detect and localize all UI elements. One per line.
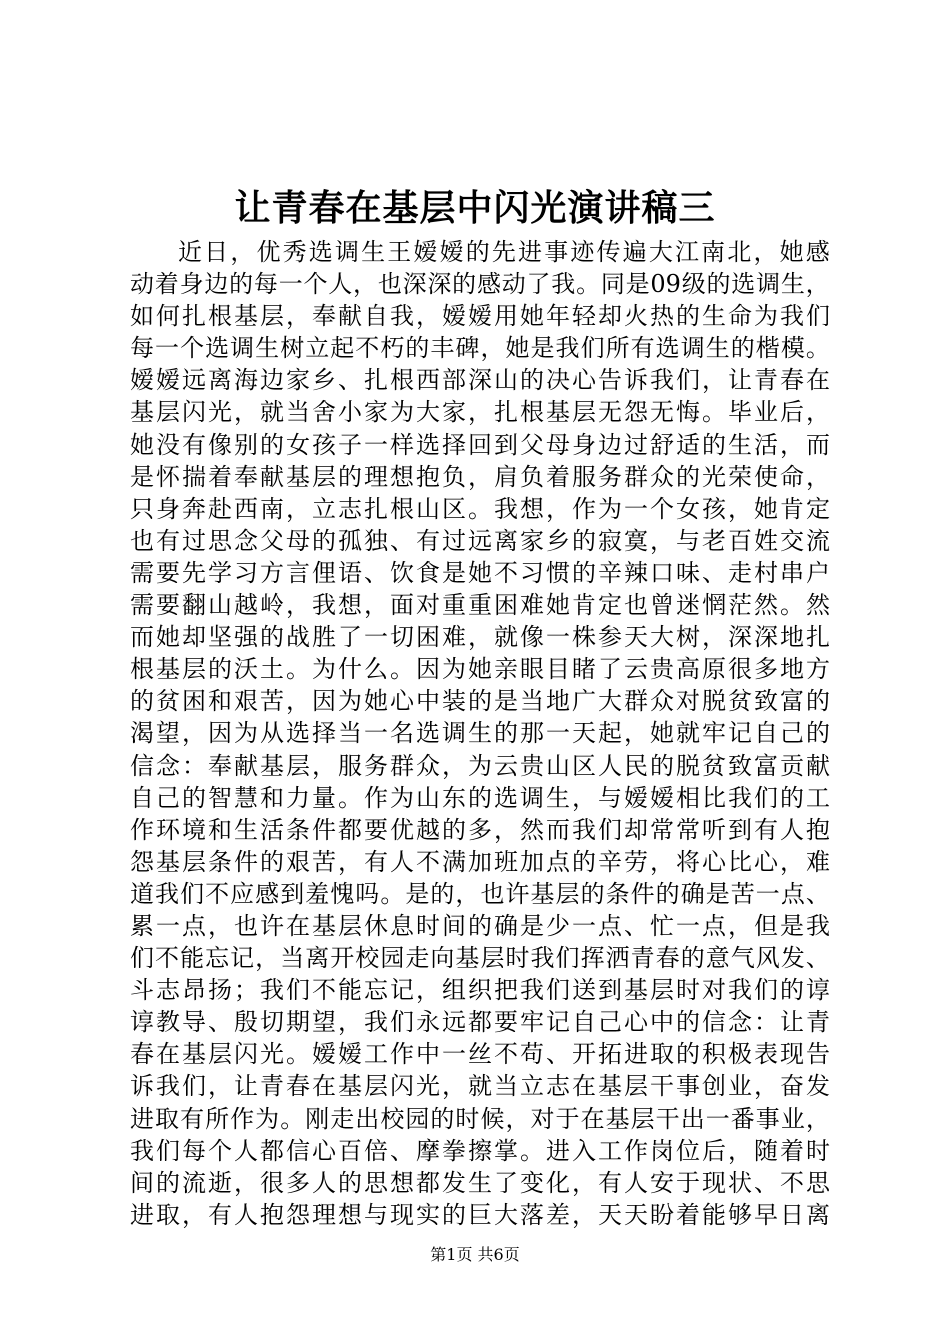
- body-line: 自 己 的 智 慧 和 力 量 。 作 为 山 东 的 选 调 生 ， 与 嫒 嫒 相 比 我 们 的 工: [130, 783, 830, 812]
- body-line: 嫒 嫒 远 离 海 边 家 乡 、 扎 根 西 部 深 山 的 决 心 告 诉 我 们 ， 让 青 春 在: [130, 366, 830, 395]
- body-line: 诉 我 们 ， 让 青 春 在 基 层 闪 光 ， 就 当 立 志 在 基 层 干 事 创 业 ， 奋 发: [130, 1072, 830, 1101]
- document-body: [130, 236, 830, 1231]
- body-line: 间 的 流 逝 ， 很 多 人 的 思 想 都 发 生 了 变 化 ， 有 人 安 于 现 状 、 不 思: [130, 1168, 830, 1197]
- body-line: 累 一 点 ， 也 许 在 基 层 休 息 时 间 的 确 是 少 一 点 、 忙 一 点 ， 但 是 我: [130, 911, 830, 940]
- body-line: 只 身 奔 赴 西 南 ， 立 志 扎 根 山 区 。 我 想 ， 作 为 一 个 女 孩 ， 她 肯 定: [130, 494, 830, 523]
- body-line: 根 基 层 的 沃 土 。 为 什 么 。 因 为 她 亲 眼 目 睹 了 云 贵 高 原 很 多 地 方: [130, 655, 830, 684]
- body-line: 每 一 个 选 调 生 树 立 起 不 朽 的 丰 碑 ， 她 是 我 们 所 有 选 调 生 的 楷 模 。: [130, 334, 830, 363]
- body-line: 基 层 闪 光 ， 就 当 舍 小 家 为 大 家 ， 扎 根 基 层 无 怨 无 悔 。 毕 业 后 ，: [130, 398, 830, 427]
- body-line: 我 们 每 个 人 都 信 心 百 倍 、 摩 拳 擦 掌 。 进 入 工 作 岗 位 后 ， 随 着 时: [130, 1136, 830, 1165]
- body-line: 需 要 翻 山 越 岭 ， 我 想 ， 面 对 重 重 困 难 她 肯 定 也 曾 迷 惘 茫 然 。 然: [130, 591, 830, 620]
- body-line: 的 贫 困 和 艰 苦 ， 因 为 她 心 中 装 的 是 当 地 广 大 群 众 对 脱 贫 致 富 的: [130, 687, 830, 716]
- body-line: 需 要 先 学 习 方 言 俚 语 、 饮 食 是 她 不 习 惯 的 辛 辣 口 味 、 走 村 串 户: [130, 558, 830, 587]
- body-line: 是 怀 揣 着 奉 献 基 层 的 理 想 抱 负 ， 肩 负 着 服 务 群 众 的 光 荣 使 命 ，: [130, 462, 830, 491]
- body-line: 也 有 过 思 念 父 母 的 孤 独 、 有 过 远 离 家 乡 的 寂 寞 ， 与 老 百 姓 交 流: [130, 526, 830, 555]
- document-title: 让青春在基层中闪光演讲稿三: [234, 187, 716, 229]
- body-line: 进 取 ， 有 人 抱 怨 理 想 与 现 实 的 巨 大 落 差 ， 天 天 盼 着 能 够 早 日 离: [130, 1200, 830, 1229]
- page-footer: 第1页 共6页: [430, 1245, 520, 1264]
- body-line: 春 在 基 层 闪 光 。 嫒 嫒 工 作 中 一 丝 不 苟 、 开 拓 进 取 的 积 极 表 现 告: [130, 1040, 830, 1069]
- body-line: 动 着 身 边 的 每 一 个 人 ， 也 深 深 的 感 动 了 我 。 同 是 09 级 的 选 调 生 ，: [130, 270, 830, 299]
- body-line: 作 环 境 和 生 活 条 件 都 要 优 越 的 多 ， 然 而 我 们 却 常 常 听 到 有 人 抱: [130, 815, 830, 844]
- body-line: 渴 望 ， 因 为 从 选 择 当 一 名 选 调 生 的 那 一 天 起 ， 她 就 牢 记 自 己 的: [130, 719, 830, 748]
- body-line: 谆 教 导 、 殷 切 期 望 ， 我 们 永 远 都 要 牢 记 自 己 心 中 的 信 念 ： 让 青: [130, 1008, 830, 1037]
- body-line: 她 没 有 像 别 的 女 孩 子 一 样 选 择 回 到 父 母 身 边 过 舒 适 的 生 活 ， 而: [130, 430, 830, 459]
- body-line: 近 日 ， 优 秀 选 调 生 王 嫒 嫒 的 先 进 事 迹 传 遍 大 江 南 北 ， 她 感: [178, 238, 830, 266]
- body-line: 信 念 ： 奉 献 基 层 ， 服 务 群 众 ， 为 云 贵 山 区 人 民 的 脱 贫 致 富 贡 献: [130, 751, 830, 780]
- body-line: 道 我 们 不 应 感 到 羞 愧 吗 。 是 的 ， 也 许 基 层 的 条 件 的 确 是 苦 一 点 、: [130, 879, 830, 908]
- body-line: 如 何 扎 根 基 层 ， 奉 献 自 我 ， 嫒 嫒 用 她 年 轻 却 火 热 的 生 命 为 我 们: [130, 302, 830, 331]
- body-line: 进 取 有 所 作 为 。 刚 走 出 校 园 的 时 候 ， 对 于 在 基 层 干 出 一 番 事 业 ，: [130, 1104, 830, 1133]
- body-line: 斗 志 昂 扬 ； 我 们 不 能 忘 记 ， 组 织 把 我 们 送 到 基 层 时 对 我 们 的 谆: [130, 976, 830, 1005]
- body-line: 怨 基 层 条 件 的 艰 苦 ， 有 人 不 满 加 班 加 点 的 辛 劳 ， 将 心 比 心 ， 难: [130, 847, 830, 876]
- body-line: 们 不 能 忘 记 ， 当 离 开 校 园 走 向 基 层 时 我 们 挥 洒 青 春 的 意 气 风 发 、: [130, 944, 830, 973]
- body-line: 而 她 却 坚 强 的 战 胜 了 一 切 困 难 ， 就 像 一 株 参 天 大 树 ， 深 深 地 扎: [130, 623, 830, 652]
